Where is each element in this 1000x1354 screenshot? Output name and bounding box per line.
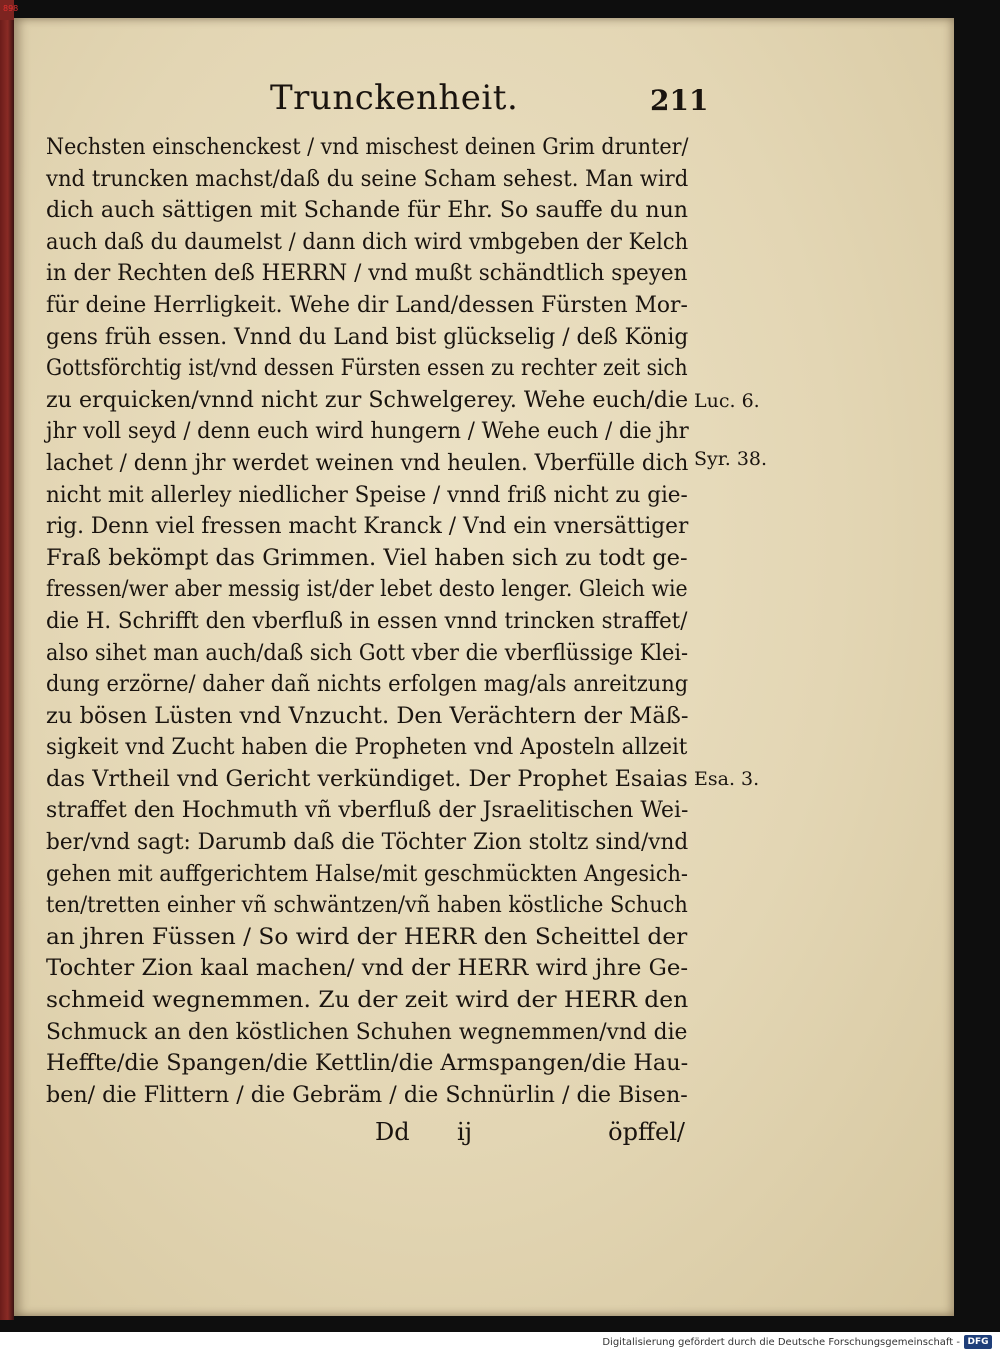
text-line: die H. Schrifft den vberfluß in essen vnnd trincken straffet/	[46, 608, 688, 634]
marginal-note: Syr. 38.	[694, 448, 768, 470]
body-text	[46, 132, 696, 1111]
marginal-note: Esa. 3.	[694, 768, 760, 790]
catchword: öpffel/	[608, 1118, 685, 1146]
text-line: Schmuck an den köstlichen Schuhen wegnemmen/vnd die	[46, 1019, 688, 1045]
text-line: zu bösen Lüsten vnd Vnzucht. Den Verächtern der Mäß-	[46, 703, 689, 729]
text-line: vnd truncken machst/daß du seine Scham sehest. Man wird	[46, 166, 689, 192]
text-line: Fraß bekömpt das Grimmen. Viel haben sich zu todt ge-	[46, 545, 688, 571]
text-line: an jhren Füssen / So wird der HERR den Scheittel der	[46, 924, 688, 950]
text-line: fressen/wer aber messig ist/der lebet desto lenger. Gleich wie	[46, 577, 688, 603]
corner-mark: 898	[3, 4, 19, 13]
text-line: Tochter Zion kaal machen/ vnd der HERR wird jhre Ge-	[46, 956, 689, 982]
text-line: für deine Herrligkeit. Wehe dir Land/dessen Fürsten Mor-	[46, 292, 688, 318]
text-line: gehen mit auffgerichtem Halse/mit geschmückten Angesich-	[46, 861, 688, 887]
text-line: sigkeit vnd Zucht haben die Propheten vnd Aposteln allzeit	[46, 735, 688, 761]
signature-number: ij	[457, 1118, 473, 1146]
text-line: straffet den Hochmuth vñ vberfluß der Jsraelitischen Wei-	[46, 798, 689, 824]
text-line: das Vrtheil vnd Gericht verkündiget. Der Prophet Esaias	[46, 766, 688, 792]
text-line: in der Rechten deß HERRN / vnd mußt schändtlich speyen	[46, 261, 688, 287]
signature-line	[375, 1118, 685, 1152]
dfg-logo: DFG	[964, 1335, 992, 1349]
text-line: gens früh essen. Vnnd du Land bist glückselig / deß König	[46, 324, 689, 350]
text-line: ben/ die Flittern / die Gebräm / die Schnürlin / die Bisen-	[46, 1082, 688, 1108]
text-line: Gottsförchtig ist/vnd dessen Fürsten essen zu rechter zeit sich	[46, 356, 688, 382]
text-line: jhr voll seyd / denn euch wird hungern / Wehe euch / die jhr	[46, 419, 689, 445]
text-line: Nechsten einschenckest / vnd mischest deinen Grim drunter/	[46, 135, 689, 160]
footer-credit: Digitalisierung gefördert durch die Deutsche Forschungsgemeinschaft -	[602, 1337, 960, 1348]
text-line: nicht mit allerley niedlicher Speise / vnnd friß nicht zu gie-	[46, 482, 688, 508]
text-line: lachet / denn jhr werdet weinen vnd heulen. Vberfülle dich	[46, 450, 689, 476]
book-edge	[0, 20, 14, 1320]
text-line: Heffte/die Spangen/die Kettlin/die Armspangen/die Hau-	[46, 1051, 689, 1077]
text-line: dung erzörne/ daher dañ nichts erfolgen mag/als anreitzung	[46, 672, 689, 698]
text-line: dich auch sättigen mit Schande für Ehr. So sauffe du nun	[46, 198, 689, 224]
footer-bar	[0, 1332, 1000, 1354]
text-line: auch daß du daumelst / dann dich wird vmbgeben der Kelch	[46, 229, 689, 255]
text-line: ber/vnd sagt: Darumb daß die Töchter Zion stoltz sind/vnd	[46, 830, 689, 856]
text-line: also sihet man auch/daß sich Gott vber die vberflüssige Klei-	[46, 640, 689, 666]
marginal-note: Luc. 6.	[694, 390, 760, 412]
text-line: zu erquicken/vnnd nicht zur Schwelgerey. Wehe euch/die	[46, 387, 689, 413]
text-line: schmeid wegnemmen. Zu der zeit wird der HERR den	[46, 988, 689, 1014]
page-number: 211	[650, 84, 709, 117]
signature-mark: Dd	[375, 1118, 410, 1146]
text-line: rig. Denn viel fressen macht Kranck / Vnd ein vnersättiger	[46, 514, 689, 540]
text-line: ten/tretten einher vñ schwäntzen/vñ haben köstliche Schuch	[46, 893, 688, 919]
running-title: Trunckenheit.	[270, 78, 519, 118]
